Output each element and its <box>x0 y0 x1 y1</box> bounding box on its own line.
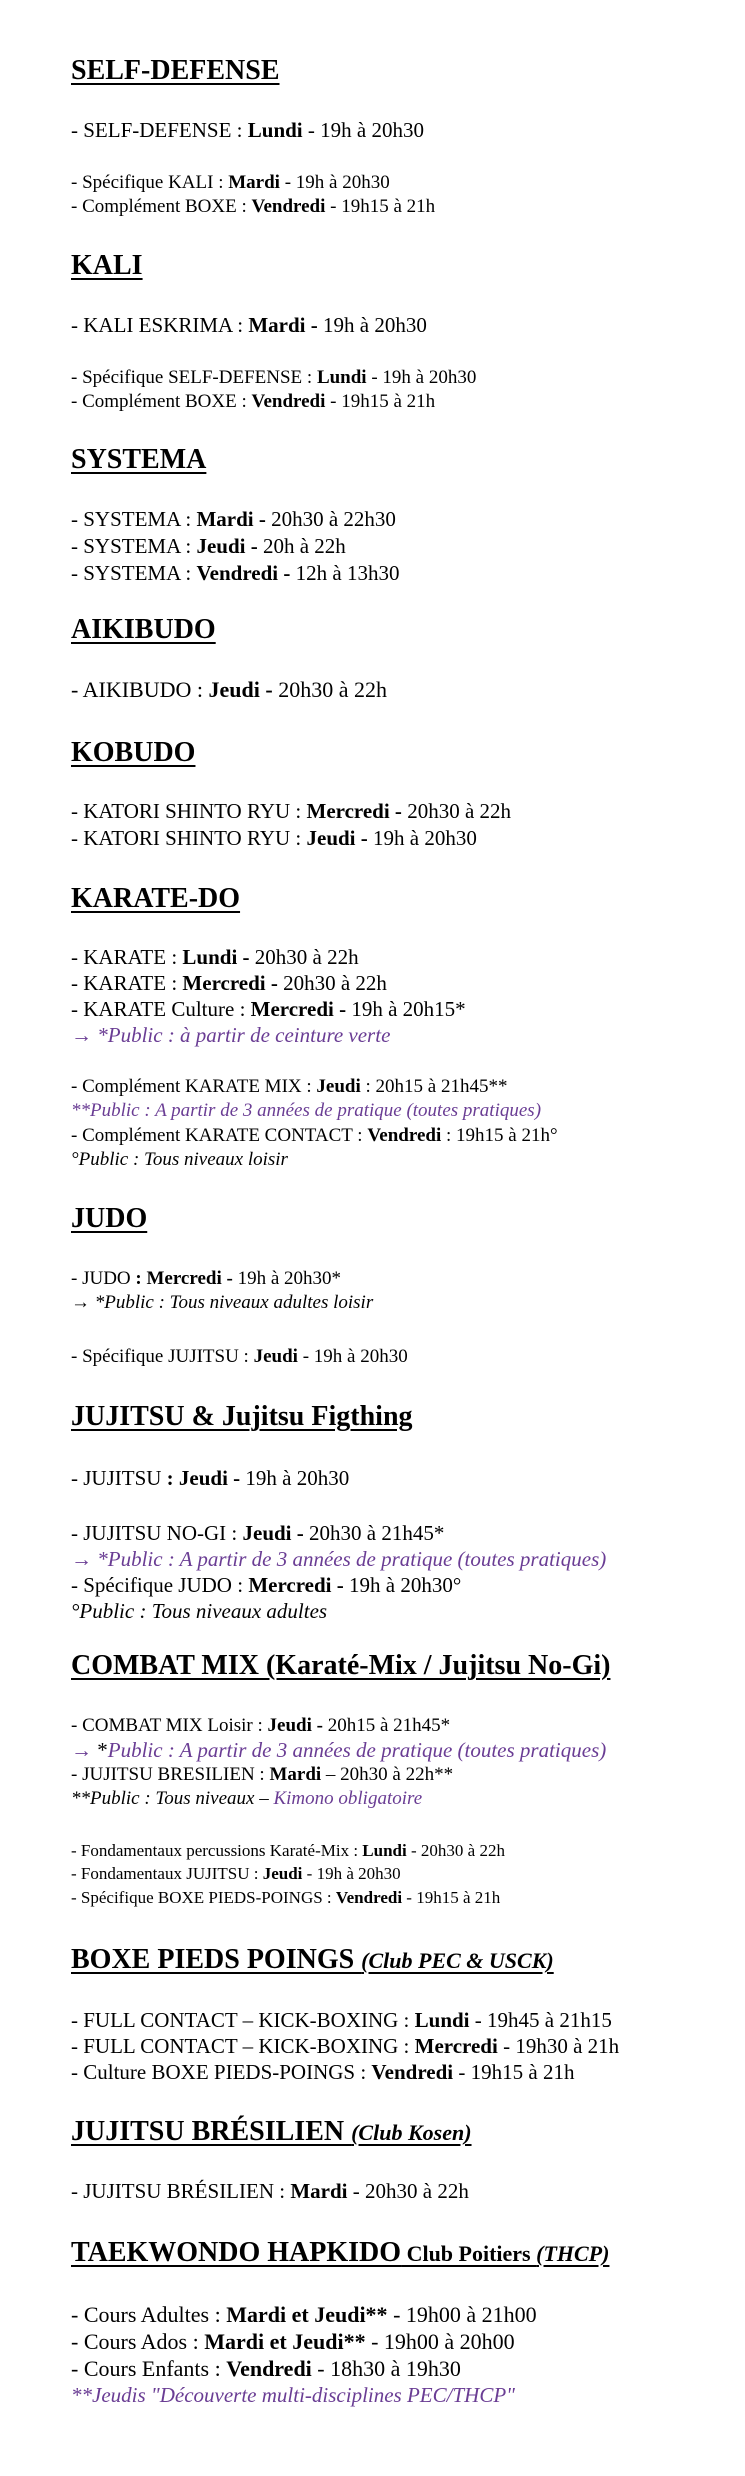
schedule-line: - KARATE Culture : Mercredi - 19h à 20h15* <box>71 997 466 1021</box>
club-name: (Club Kosen) <box>351 2120 472 2145</box>
section-title: KALI <box>71 250 143 281</box>
section-title: TAEKWONDO HAPKIDO Club Poitiers (THCP) <box>71 2237 610 2268</box>
section-title: BOXE PIEDS POINGS (Club PEC & USCK) <box>71 1944 554 1975</box>
audience-note: → *Public : à partir de ceinture verte <box>71 1023 391 1047</box>
section-title: KARATE-DO <box>71 883 241 914</box>
section-aikibudo <box>71 614 731 702</box>
schedule-line: - KALI ESKRIMA : Mardi - 19h à 20h30 <box>71 313 427 337</box>
audience-note: **Jeudis "Découverte multi-disciplines PEC/THCP" <box>71 2383 515 2407</box>
arrow-right-icon: → <box>71 1292 90 1313</box>
schedule-line: - SYSTEMA : Mardi - 20h30 à 22h30 <box>71 507 396 531</box>
schedule-line: - SYSTEMA : Vendredi - 12h à 13h30 <box>71 561 400 585</box>
arrow-right-icon: → <box>71 1023 92 1047</box>
section-systema <box>71 444 731 585</box>
section-boxe-pieds-poings <box>71 1944 731 2084</box>
section-kobudo <box>71 737 731 850</box>
schedule-line: - Spécifique SELF-DEFENSE : Lundi - 19h à 20h30 <box>71 367 477 388</box>
section-title: JUJITSU BRÉSILIEN (Club Kosen) <box>71 2116 472 2147</box>
schedule-line: - Fondamentaux percussions Karaté-Mix : Lundi - 20h30 à 22h <box>71 1841 505 1860</box>
section-karate <box>71 883 731 1170</box>
audience-note: → *Public : Tous niveaux adultes loisir <box>71 1292 374 1313</box>
schedule-line: - Complément BOXE : Vendredi - 19h15 à 21h <box>71 196 436 217</box>
section-title: SYSTEMA <box>71 444 207 475</box>
section-combat-mix <box>71 1650 731 1907</box>
schedule-line: - SYSTEMA : Jeudi - 20h à 22h <box>71 534 346 558</box>
schedule-line: - AIKIBUDO : Jeudi - 20h30 à 22h <box>71 677 387 702</box>
schedule-line: - KATORI SHINTO RYU : Jeudi - 19h à 20h30 <box>71 826 477 850</box>
schedule-line: - KATORI SHINTO RYU : Mercredi - 20h30 à 22h <box>71 799 512 823</box>
section-taekwondo-hapkido <box>71 2237 731 2407</box>
club-name: (Club PEC & USCK) <box>361 1948 554 1973</box>
schedule-line: - KARATE : Lundi - 20h30 à 22h <box>71 945 359 969</box>
audience-note: **Public : Tous niveaux – Kimono obligatoire <box>71 1788 423 1809</box>
club-name: Club Poitiers <box>401 2241 537 2266</box>
schedule-line: - Fondamentaux JUJITSU : Jeudi - 19h à 20h30 <box>71 1864 401 1883</box>
schedule-line: - Cours Enfants : Vendredi - 18h30 à 19h30 <box>71 2356 461 2381</box>
schedule-line: - SELF-DEFENSE : Lundi - 19h à 20h30 <box>71 118 424 142</box>
section-title: AIKIBUDO <box>71 614 216 645</box>
schedule-line: - FULL CONTACT – KICK-BOXING : Mercredi - 19h30 à 21h <box>71 2034 620 2058</box>
schedule-line: - JUJITSU BRÉSILIEN : Mardi - 20h30 à 22h <box>71 2179 469 2203</box>
schedule-line: - Spécifique KALI : Mardi - 19h à 20h30 <box>71 172 390 193</box>
schedule-line: - Complément BOXE : Vendredi - 19h15 à 21h <box>71 391 436 412</box>
schedule-line: - Cours Adultes : Mardi et Jeudi** - 19h00 à 21h00 <box>71 2302 537 2327</box>
schedule-line: - Spécifique BOXE PIEDS-POINGS : Vendredi - 19h15 à 21h <box>71 1888 501 1907</box>
schedule-line: - Spécifique JUJITSU : Jeudi - 19h à 20h30 <box>71 1346 408 1367</box>
schedule-line: - Complément KARATE CONTACT : Vendredi : 19h15 à 21h° <box>71 1125 558 1146</box>
section-jujitsu-bresilien <box>71 2116 731 2203</box>
schedule-line: - JUJITSU BRESILIEN : Mardi – 20h30 à 22h** <box>71 1764 454 1785</box>
schedule-line: - COMBAT MIX Loisir : Jeudi - 20h15 à 21h45* <box>71 1715 451 1736</box>
schedule-line: - KARATE : Mercredi - 20h30 à 22h <box>71 971 387 995</box>
schedule-line: - Complément KARATE MIX : Jeudi : 20h15 à 21h45** <box>71 1076 508 1097</box>
schedule-line: - JUJITSU : Jeudi - 19h à 20h30 <box>71 1466 350 1490</box>
arrow-right-icon: → <box>71 1738 92 1762</box>
section-title: SELF-DEFENSE <box>71 55 280 86</box>
section-title: KOBUDO <box>71 737 196 768</box>
schedule-line: - Spécifique JUDO : Mercredi - 19h à 20h30° <box>71 1573 462 1597</box>
schedule-line: - Culture BOXE PIEDS-POINGS : Vendredi - 19h15 à 21h <box>71 2060 575 2084</box>
section-kali <box>71 250 731 412</box>
audience-note: °Public : Tous niveaux adultes <box>71 1599 328 1623</box>
section-title: COMBAT MIX (Karaté-Mix / Jujitsu No-Gi) <box>71 1650 611 1681</box>
section-self-defense <box>71 55 731 217</box>
section-judo <box>71 1203 731 1367</box>
section-title: JUDO <box>71 1203 148 1234</box>
schedule-line: - JUDO : Mercredi - 19h à 20h30* <box>71 1268 341 1289</box>
schedule-line: - Cours Ados : Mardi et Jeudi** - 19h00 à 20h00 <box>71 2329 515 2354</box>
audience-note: °Public : Tous niveaux loisir <box>71 1149 288 1170</box>
section-jujitsu <box>71 1401 731 1623</box>
schedule-line: - JUJITSU NO-GI : Jeudi - 20h30 à 21h45* <box>71 1521 445 1545</box>
audience-note: → *Public : A partir de 3 années de pratique (toutes pratiques) <box>71 1738 607 1762</box>
section-title: JUJITSU & Jujitsu Figthing <box>71 1401 413 1432</box>
audience-note: → *Public : A partir de 3 années de pratique (toutes pratiques) <box>71 1547 607 1571</box>
arrow-right-icon: → <box>71 1547 92 1571</box>
schedule-line: - FULL CONTACT – KICK-BOXING : Lundi - 19h45 à 21h15 <box>71 2008 612 2032</box>
club-abbrev: (THCP) <box>536 2241 610 2266</box>
audience-note: **Public : A partir de 3 années de pratique (toutes pratiques) <box>71 1100 542 1121</box>
